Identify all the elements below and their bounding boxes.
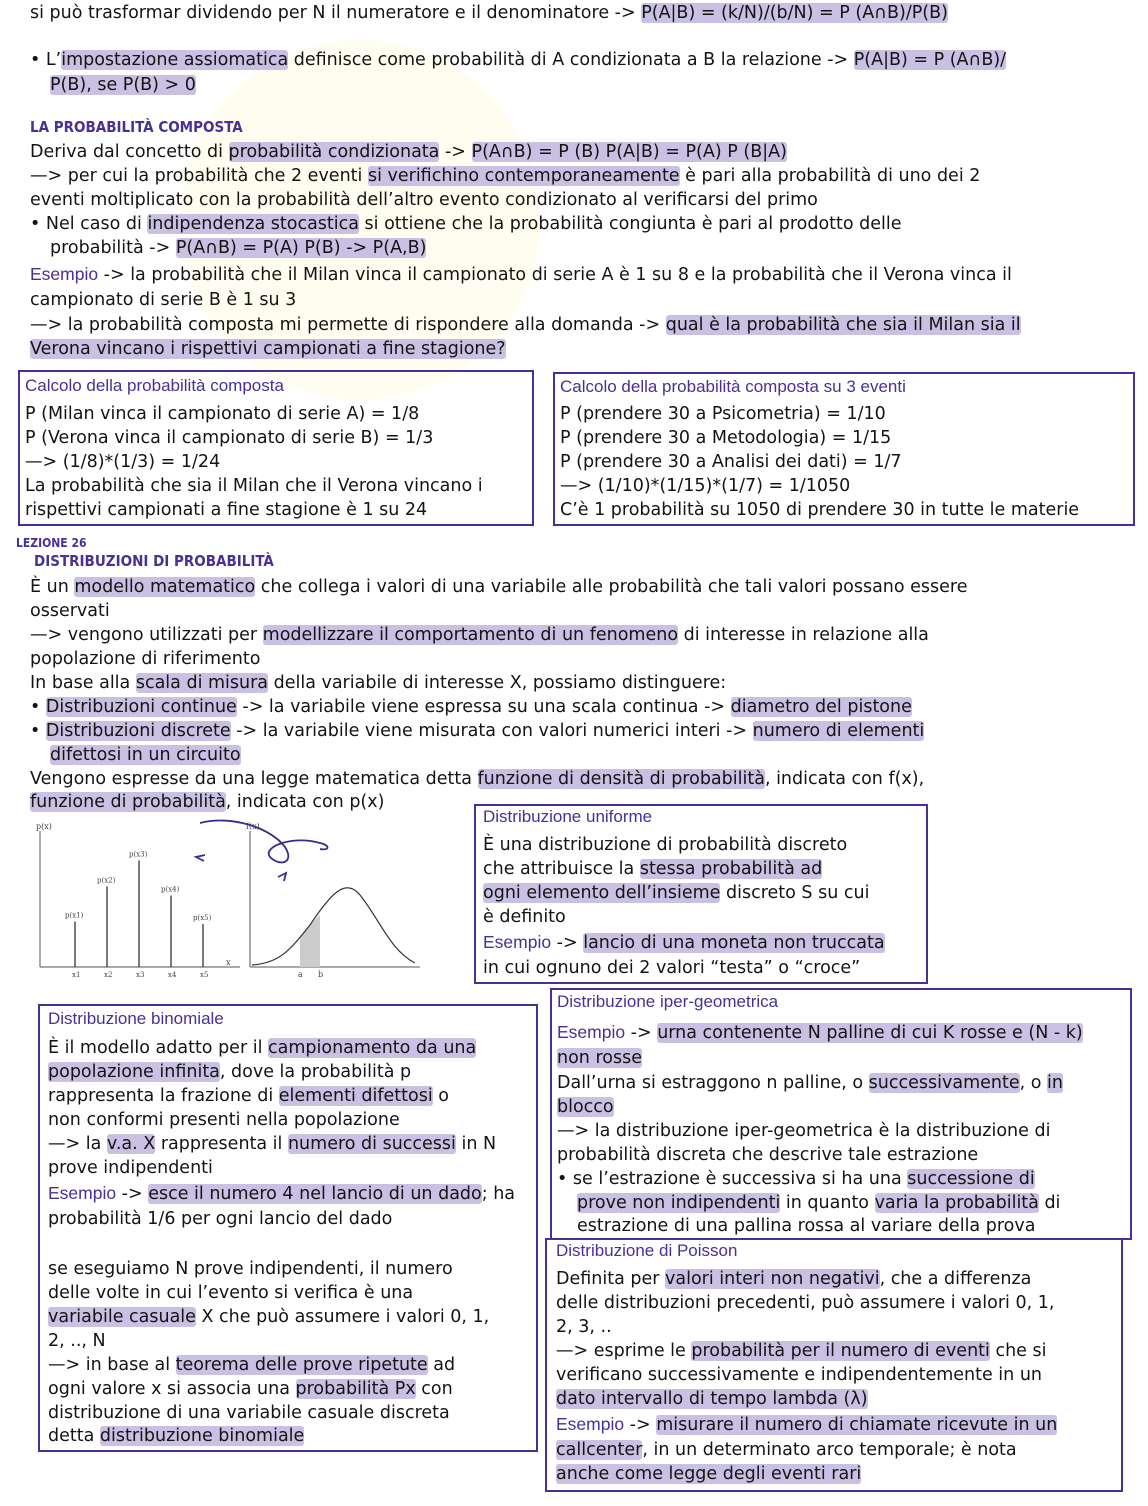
highlight: valori interi non negativi [665, 1269, 880, 1289]
distribution-graph [30, 815, 460, 985]
highlight: numero di successi [287, 1134, 456, 1154]
text: —> la [48, 1134, 107, 1154]
text: • Nel caso di [30, 214, 148, 234]
text: ; ha [481, 1184, 516, 1204]
bullet-line [30, 719, 924, 743]
text: , che a differenza [879, 1269, 1032, 1289]
highlight: probabilità per il numero di eventi [691, 1341, 990, 1361]
text-line [50, 73, 196, 97]
text-line: delle volte in cui l’evento si verifica è una [48, 1283, 414, 1303]
text-line [30, 671, 726, 695]
right-y-label: f(x) [246, 822, 260, 831]
text: —> in base al [48, 1355, 176, 1375]
example-label: Esempio [483, 932, 552, 952]
highlight: P(A|B) = P (A∩B)/ [853, 50, 1007, 70]
text-line: La probabilità che sia il Milan che il Verona vincano i [25, 476, 483, 496]
highlight: lancio di una moneta non truccata [583, 933, 885, 953]
box-title: Calcolo della probabilità composta [25, 376, 284, 395]
text-line: —> la distribuzione iper-geometrica è la distribuzione di [557, 1121, 1051, 1141]
highlight: P(A|B) = (k/N)/(b/N) = P (A∩B)/P(B) [641, 3, 948, 23]
text-line: distribuzione di una variabile casuale discreta [48, 1403, 450, 1423]
text: ad [427, 1355, 456, 1375]
highlight: indipendenza stocastica [147, 214, 359, 234]
highlight: successione di [907, 1169, 1035, 1189]
bar-label: p(x3) [129, 850, 148, 859]
arrow-head-right [278, 873, 286, 881]
text: , indicata con f(x), [764, 769, 925, 789]
text: —> la probabilità composta mi permette di rispondere alla domanda -> [30, 315, 666, 335]
shaded-area [300, 915, 320, 967]
text-line [556, 1438, 1017, 1462]
box-title: Calcolo della probabilità composta su 3 eventi [560, 377, 906, 396]
text-line [30, 790, 384, 814]
highlight: modellizzare il comportamento di un fenomeno [262, 625, 679, 645]
text-line [483, 857, 822, 881]
text-line: 2, 3, .. [556, 1317, 612, 1337]
text-line: probabilità 1/6 per ogni lancio del dado [48, 1209, 393, 1229]
highlight: P(A∩B) = P (B) P(A|B) = P(A) P (B|A) [471, 142, 787, 162]
highlight: probabilità condizionata [228, 142, 440, 162]
text-line [30, 164, 980, 188]
text: di [1038, 1193, 1061, 1213]
text-line [30, 313, 1021, 337]
bullet-line [30, 212, 902, 236]
box-title: Distribuzione binomiale [48, 1009, 224, 1028]
text: rappresenta la frazione di [48, 1086, 279, 1106]
highlight: numero di elementi [752, 721, 925, 741]
text-line [50, 236, 426, 260]
lesson-label: LEZIONE 26 [16, 536, 87, 550]
text-line: se eseguiamo N prove indipendenti, il numero [48, 1259, 453, 1279]
text-line [48, 1060, 411, 1084]
text-line: P (Verona vinca il campionato di serie B) = 1/3 [25, 428, 434, 448]
text-line: osservati [30, 601, 110, 621]
text: definisce come probabilità di A condizionata a B la relazione -> [288, 50, 854, 70]
bullet-line [30, 695, 912, 719]
highlight: blocco [557, 1097, 614, 1117]
text: o [432, 1086, 449, 1106]
highlight: callcenter [556, 1440, 643, 1460]
box-title: Distribuzione uniforme [483, 807, 653, 826]
text: -> [116, 1184, 149, 1204]
text-line [483, 881, 869, 905]
text-line: P (prendere 30 a Psicometria) = 1/10 [560, 404, 886, 424]
text-line [577, 1191, 1060, 1215]
box-title: Distribuzione di Poisson [556, 1241, 738, 1260]
text-line [48, 1377, 453, 1401]
text-line [30, 140, 787, 164]
text: -> la variabile viene misurata con valori numerici interi -> [230, 721, 753, 741]
highlight: elementi difettosi [278, 1086, 433, 1106]
text-line [48, 1132, 496, 1156]
text: X che può assumere i valori 0, 1, [195, 1307, 490, 1327]
highlight: funzione di densità di probabilità [477, 769, 765, 789]
highlight: non rosse [557, 1048, 642, 1068]
text: della variabile di interesse X, possiamo distinguere: [268, 673, 727, 693]
text-line: eventi moltiplicato con la probabilità dell’altro evento condizionato al verificarsi del primo [30, 190, 818, 210]
text-line: prove indipendenti [48, 1158, 213, 1178]
bar-label: p(x4) [161, 885, 180, 894]
text: —> per cui la probabilità che 2 eventi [30, 166, 368, 186]
example-label: Esempio [48, 1183, 117, 1203]
text: in quanto [780, 1193, 875, 1213]
text-line: popolazione di riferimento [30, 649, 261, 669]
text-line: probabilità discreta che descrive tale estrazione [557, 1145, 979, 1165]
example-line [556, 1412, 1057, 1437]
text: • se l’estrazione è successiva si ha una [557, 1169, 908, 1189]
text-line [557, 1071, 1063, 1095]
example-label: Esempio [557, 1022, 626, 1042]
highlight: scala di misura [135, 673, 269, 693]
highlight: funzione di probabilità [30, 792, 226, 812]
text-line [30, 575, 968, 599]
highlight: v.a. X [106, 1134, 156, 1154]
left-y-label: p(x) [36, 822, 52, 831]
highlight: qual è la probabilità che sia il Milan sia il [665, 315, 1021, 335]
text: In base alla [30, 673, 136, 693]
highlight: anche come legge degli eventi rari [556, 1464, 862, 1484]
text: si può trasformar dividendo per N il numeratore e il denominatore -> [30, 3, 642, 23]
highlight: si verifichino contemporaneamente [367, 166, 680, 186]
text-line [30, 767, 924, 791]
highlight: probabilità Px [295, 1379, 416, 1399]
text: rappresenta il [155, 1134, 288, 1154]
text-line [48, 1305, 489, 1329]
text-line [557, 1095, 614, 1119]
b-label: b [318, 970, 324, 979]
text: Vengono espresse da una legge matematica detta [30, 769, 478, 789]
highlight: P(A∩B) = P(A) P(B) -> P(A,B) [175, 238, 427, 258]
text: -> [551, 933, 584, 953]
text: in N [455, 1134, 497, 1154]
bar-x-label: x5 [200, 971, 209, 979]
text: detta [48, 1426, 100, 1446]
text: che collega i valori di una variabile alle probabilità che tali valori possano essere [255, 577, 968, 597]
text: con [415, 1379, 453, 1399]
highlight: difettosi in un circuito [50, 745, 241, 765]
hand-drawn-arrow [200, 820, 328, 862]
text-line [556, 1387, 868, 1411]
text: che si [989, 1341, 1047, 1361]
highlight: prove non indipendenti [577, 1193, 781, 1213]
highlight: stessa probabilità ad [639, 859, 823, 879]
text-line [30, 337, 506, 361]
text: —> esprime le [556, 1341, 692, 1361]
text-line: rispettivi campionati a fine stagione è 1 su 24 [25, 500, 428, 520]
text-line: P (prendere 30 a Metodologia) = 1/15 [560, 428, 892, 448]
bar-x-label: x1 [72, 971, 81, 979]
text: • [30, 721, 46, 741]
text-line [48, 1084, 449, 1108]
box-title: Distribuzione iper-geometrica [557, 992, 779, 1011]
highlight: distribuzione binomiale [99, 1426, 305, 1446]
text: Definita per [556, 1269, 665, 1289]
bar-x-label: x2 [104, 971, 113, 979]
text: è pari alla probabilità di uno dei 2 [679, 166, 981, 186]
text: discreto S su cui [720, 883, 870, 903]
text-line: P (Milan vinca il campionato di serie A) = 1/8 [25, 404, 420, 424]
bullet-line [30, 48, 1006, 72]
text-line [30, 1, 948, 25]
text-line: P (prendere 30 a Analisi dei dati) = 1/7 [560, 452, 902, 472]
highlight: ogni elemento dell’insieme [483, 883, 721, 903]
text-line: estrazione di una pallina rossa al variare della prova [577, 1216, 1036, 1236]
text: , in un determinato arco temporale; è nota [642, 1440, 1017, 1460]
text-line: verificano successivamente e indipendentemente in un [556, 1365, 1043, 1385]
example-line [30, 262, 1012, 287]
highlight: varia la probabilità [874, 1193, 1039, 1213]
highlight: variabile casuale [48, 1307, 196, 1327]
text: È un [30, 577, 75, 597]
text: probabilità -> [50, 238, 176, 258]
text-line [557, 1046, 642, 1070]
highlight: Distribuzioni continue [45, 697, 237, 717]
highlight: campionamento da una [268, 1038, 477, 1058]
highlight: Verona vincano i rispettivi campionati a fine stagione? [30, 339, 506, 359]
example-line [48, 1181, 515, 1206]
highlight: dato intervallo di tempo lambda (λ) [556, 1389, 868, 1409]
bar-x-label: x3 [136, 971, 145, 979]
text-line: —> (1/8)*(1/3) = 1/24 [25, 452, 221, 472]
text: Dall’urna si estraggono n palline, o [557, 1073, 869, 1093]
bar-label: p(x2) [97, 876, 116, 885]
text-line: in cui ognuno dei 2 valori “testa” o “croce” [483, 958, 861, 978]
text-line: non conformi presenti nella popolazione [48, 1110, 400, 1130]
text-line [48, 1036, 476, 1060]
text: , dove la probabilità p [219, 1062, 412, 1082]
text-line [556, 1339, 1046, 1363]
text: -> la probabilità che il Milan vinca il campionato di serie A è 1 su 8 e la probabilità che il Verona vinca il [98, 265, 1012, 285]
highlight: modello matematico [74, 577, 256, 597]
text-line: campionato di serie B è 1 su 3 [30, 290, 297, 310]
arrow-head-left [196, 855, 205, 861]
highlight: Distribuzioni discrete [45, 721, 231, 741]
text-line: delle distribuzioni precedenti, può assumere i valori 0, 1, [556, 1293, 1055, 1313]
a-label: a [298, 970, 303, 979]
highlight: misurare il numero di chiamate ricevute in un [656, 1415, 1058, 1435]
highlight: P(B), se P(B) > 0 [50, 75, 196, 95]
section-heading: LA PROBABILITÀ COMPOSTA [30, 118, 243, 136]
bar-label: p(x1) [65, 911, 84, 920]
text: -> [624, 1415, 657, 1435]
text-line: —> (1/10)*(1/15)*(1/7) = 1/1050 [560, 476, 851, 496]
highlight: successivamente [868, 1073, 1020, 1093]
text: • L’ [30, 50, 62, 70]
text: Deriva dal concetto di [30, 142, 229, 162]
text-line [556, 1267, 1031, 1291]
left-x-axis-label: x [226, 958, 231, 967]
text: ogni valore x si associa una [48, 1379, 296, 1399]
text: -> [439, 142, 472, 162]
highlight: in [1047, 1073, 1063, 1093]
text-line [556, 1462, 861, 1486]
text-line: È una distribuzione di probabilità discreto [483, 835, 848, 855]
highlight: impostazione assiomatica [61, 50, 289, 70]
text: di interesse in relazione alla [678, 625, 929, 645]
text-line [30, 623, 929, 647]
section-heading: DISTRIBUZIONI DI PROBABILITÀ [34, 552, 274, 570]
example-label: Esempio [556, 1414, 625, 1434]
text: -> [625, 1023, 658, 1043]
text: , o [1019, 1073, 1048, 1093]
text: —> vengono utilizzati per [30, 625, 263, 645]
text: si ottiene che la probabilità congiunta è pari al prodotto delle [358, 214, 902, 234]
text: -> la variabile viene espressa su una scala continua -> [236, 697, 731, 717]
highlight: diametro del pistone [730, 697, 912, 717]
text-line: è definito [483, 907, 566, 927]
text: , indicata con p(x) [225, 792, 385, 812]
text-line: C’è 1 probabilità su 1050 di prendere 30 in tutte le materie [560, 500, 1080, 520]
text: che attribuisce la [483, 859, 640, 879]
bar-label: p(x5) [193, 914, 212, 923]
highlight: urna contenente N palline di cui K rosse e (N - k) [657, 1023, 1083, 1043]
text-line [50, 743, 241, 767]
text-line [48, 1424, 304, 1448]
example-line [557, 1020, 1083, 1045]
text-line: 2, .., N [48, 1331, 106, 1351]
highlight: teorema delle prove ripetute [175, 1355, 428, 1375]
highlight: esce il numero 4 nel lancio di un dado [148, 1184, 482, 1204]
example-line [483, 930, 885, 955]
highlight: popolazione infinita [48, 1062, 220, 1082]
example-label: Esempio [30, 264, 99, 284]
text: È il modello adatto per il [48, 1038, 268, 1058]
text-line [48, 1353, 455, 1377]
density-curve [252, 888, 415, 965]
bullet-line [557, 1167, 1035, 1191]
text: • [30, 697, 46, 717]
bar-x-label: x4 [168, 971, 177, 979]
